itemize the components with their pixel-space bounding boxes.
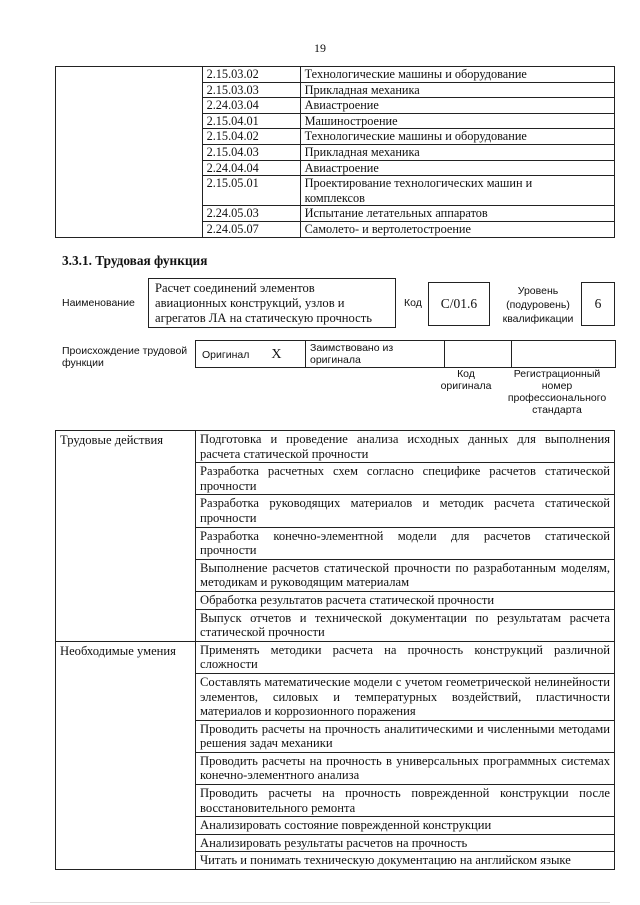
spec-name: Испытание летательных аппаратов	[300, 206, 614, 222]
spec-name: Машиностроение	[300, 113, 614, 129]
function-code: C/01.6	[440, 296, 478, 311]
skill-row-text: Анализировать состояние поврежденной конструкции	[196, 817, 615, 835]
skill-row-text: Анализировать результаты расчетов на прочность	[196, 834, 615, 852]
specialties-table	[55, 66, 615, 238]
spec-blank-cell	[56, 98, 203, 114]
spec-code: 2.15.03.02	[202, 67, 300, 83]
spec-blank-cell	[56, 206, 203, 222]
skill-row	[56, 641, 615, 673]
spec-blank-cell	[56, 129, 203, 145]
spec-code: 2.24.04.04	[202, 160, 300, 176]
function-name-box	[148, 278, 396, 328]
spec-row	[56, 176, 615, 206]
function-name: Расчет соединений элементов авиационных конструкций, узлов и агрегатов ЛА на статическую прочность	[155, 281, 372, 325]
skill-row-text: Проводить расчеты на прочность в универсальных программных системах конечно-элементного анализа	[196, 752, 615, 784]
spec-row	[56, 160, 615, 176]
labor-action-row-text: Разработка расчетных схем согласно специфике расчетов статической прочности	[196, 463, 615, 495]
labor-action-row-text: Разработка руководящих материалов и методик расчета статической прочности	[196, 495, 615, 527]
spec-code: 2.15.04.01	[202, 113, 300, 129]
spec-row	[56, 82, 615, 98]
spec-code: 2.24.03.04	[202, 98, 300, 114]
skill-row-text: Составлять математические модели с учетом геометрической нелинейности элементов, силовых и температурных воздействий, пластичности материалов и коррозионного поражения	[196, 673, 615, 720]
spec-name: Прикладная механика	[300, 144, 614, 160]
reg-number-caption: Регистрационный номер профессионального стандарта	[507, 368, 607, 416]
spec-row	[56, 67, 615, 83]
original-label: Оригинал	[202, 349, 250, 361]
page-number: 19	[314, 41, 326, 55]
section-title: 3.3.1. Трудовая функция	[62, 253, 208, 268]
spec-row	[56, 144, 615, 160]
spec-name: Авиастроение	[300, 98, 614, 114]
spec-code: 2.15.04.03	[202, 144, 300, 160]
code-label: Код	[404, 297, 422, 309]
spec-code: 2.24.05.07	[202, 221, 300, 237]
skill-row-text: Применять методики расчета на прочность конструкций различной сложности	[196, 641, 615, 673]
skill-row-text: Проводить расчеты на прочность поврежденной конструкции после восстановительного ремонта	[196, 785, 615, 817]
spec-name: Проектирование технологических машин и комплексов	[300, 176, 614, 206]
origin-table	[195, 340, 616, 368]
level-value: 6	[594, 296, 602, 311]
spec-row	[56, 113, 615, 129]
borrowed-label: Заимствовано из оригинала	[310, 342, 394, 366]
labor_actions-heading: Трудовые действия	[56, 431, 196, 642]
spec-name: Авиастроение	[300, 160, 614, 176]
labor-action-row-text: Разработка конечно-элементной модели для расчетов статической прочности	[196, 527, 615, 559]
spec-name: Технологические машины и оборудование	[300, 67, 614, 83]
origin-label: Происхождение трудовой функции	[62, 345, 188, 369]
spec-row	[56, 98, 615, 114]
spec-blank-cell	[56, 67, 203, 83]
spec-code: 2.15.04.02	[202, 129, 300, 145]
spec-row	[56, 206, 615, 222]
spec-row	[56, 129, 615, 145]
labor-action-row-text: Обработка результатов расчета статической прочности	[196, 591, 615, 609]
duties-skills-table	[55, 430, 615, 870]
spec-row	[56, 221, 615, 237]
spec-code: 2.15.05.01	[202, 176, 300, 206]
skill-row-text: Проводить расчеты на прочность аналитическими и численными методами решения задач механики	[196, 720, 615, 752]
required_skills-heading: Необходимые умения	[56, 641, 196, 869]
page-bottom-rule	[30, 902, 610, 903]
spec-blank-cell	[56, 160, 203, 176]
spec-blank-cell	[56, 82, 203, 98]
spec-name: Прикладная механика	[300, 82, 614, 98]
spec-blank-cell	[56, 176, 203, 206]
spec-blank-cell	[56, 144, 203, 160]
spec-name: Технологические машины и оборудование	[300, 129, 614, 145]
function-code-box	[428, 282, 490, 326]
level-box	[581, 282, 615, 326]
spec-code: 2.15.03.03	[202, 82, 300, 98]
spec-blank-cell	[56, 113, 203, 129]
spec-blank-cell	[56, 221, 203, 237]
labor-action-row-text: Подготовка и проведение анализа исходных данных для выполнения расчета статической прочности	[196, 431, 615, 463]
labor-action-row-text: Выпуск отчетов и технической документации по результатам расчета статической прочности	[196, 609, 615, 641]
spec-code: 2.24.05.03	[202, 206, 300, 222]
labor-action-row-text: Выполнение расчетов статической прочности по разработанным моделям, методикам и руководящим материалам	[196, 559, 615, 591]
labor-action-row	[56, 431, 615, 463]
name-label: Наименование	[62, 297, 135, 309]
code-original-caption: Код оригинала	[440, 368, 492, 392]
skill-row-text: Читать и понимать техническую документацию на английском языке	[196, 852, 615, 870]
original-mark: X	[271, 347, 282, 362]
level-label: Уровень (подуровень) квалификации	[502, 285, 574, 325]
spec-name: Самолето- и вертолетостроение	[300, 221, 614, 237]
